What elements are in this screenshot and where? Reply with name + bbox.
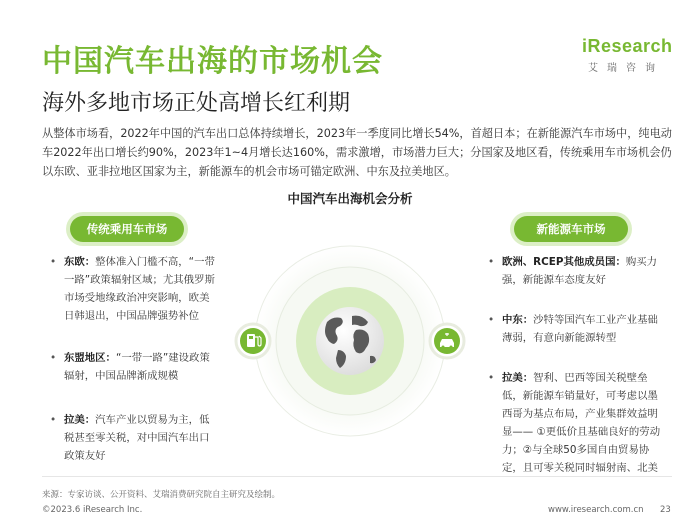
item-text: 购买力强，新能源车态度友好 [502, 256, 658, 286]
ev-car-icon [430, 324, 464, 358]
logo-brand: iResearch [582, 36, 673, 56]
item-text: 汽车产业以贸易为主，低税甚至零关税，对中国汽车出口政策友好 [64, 414, 210, 462]
green-ring [296, 287, 404, 395]
list-item [50, 349, 218, 385]
list-item [488, 253, 663, 289]
item-text: 整体准入门槛不高，“一带一路”政策辐射区域；尤其俄罗斯市场受地缘政治冲突影响，欧美日韩退出，中国品牌强势补位 [64, 256, 215, 322]
list-item [488, 311, 663, 347]
right-list [488, 253, 663, 495]
copyright: ©2023.6 iResearch Inc. [42, 505, 143, 515]
website-link[interactable]: www.iresearch.com.cn [548, 505, 644, 515]
footer-divider [42, 476, 672, 477]
tag-new-energy-market: 新能源车市场 [514, 216, 628, 242]
middle-ring [276, 267, 424, 415]
outer-ring [255, 246, 445, 436]
logo-sub: 艾瑞咨询 [588, 63, 664, 74]
globe-icon [316, 307, 384, 375]
intro-paragraph: 从整体市场看，2022年中国的汽车出口总体持续增长，2023年一季度同比增长54%，首超日本；在新能源汽车市场中，纯电动车2022年出口增长约90%，2023年1~4月增长达160%，需求激增，市场潜力巨大；分国家及地区看，传统乘用车市场机会仍以东欧、亚非拉地区国家为主，新能源车的机会市场可锚定欧洲、中东及拉美地区。 [42, 127, 672, 178]
item-label: 中东： [502, 314, 534, 326]
tag-traditional-car-market: 传统乘用车市场 [70, 216, 184, 242]
iresearch-logo [582, 36, 672, 74]
page-number: 23 [660, 505, 671, 515]
list-item [50, 411, 218, 465]
source-note: 来源：专家访谈、公开资料、艾瑞消费研究院自主研究及绘制。 [42, 490, 281, 500]
item-label: 欧洲、RCEP其他成员国： [502, 256, 626, 268]
list-item [50, 253, 218, 325]
item-label: 拉美： [502, 372, 534, 384]
item-label: 东欧： [64, 256, 96, 268]
left-list [50, 253, 218, 483]
fuel-pump-icon [236, 324, 270, 358]
item-text: 沙特等国汽车工业产业基础薄弱，有意向新能源转型 [502, 314, 658, 344]
item-text: “一带一路”建设政策辐射，中国品牌渐成规模 [64, 352, 210, 382]
item-label: 东盟地区： [64, 352, 116, 364]
page-title: 中国汽车出海的市场机会 [42, 44, 383, 79]
list-item [488, 369, 663, 477]
page-subtitle: 海外多地市场正处高增长红利期 [42, 91, 351, 116]
diagram-title: 中国汽车出海机会分析 [287, 191, 413, 206]
item-label: 拉美： [64, 414, 96, 426]
item-text: 智利、巴西等国关税壁垒低，新能源车销量好，可考虑以墨西哥为基点布局，产业集群效益明显—— ①更低价且基础良好的劳动力；②与全球50多国自由贸易协定，且可零关税同时辐射南、北美 [502, 372, 661, 474]
